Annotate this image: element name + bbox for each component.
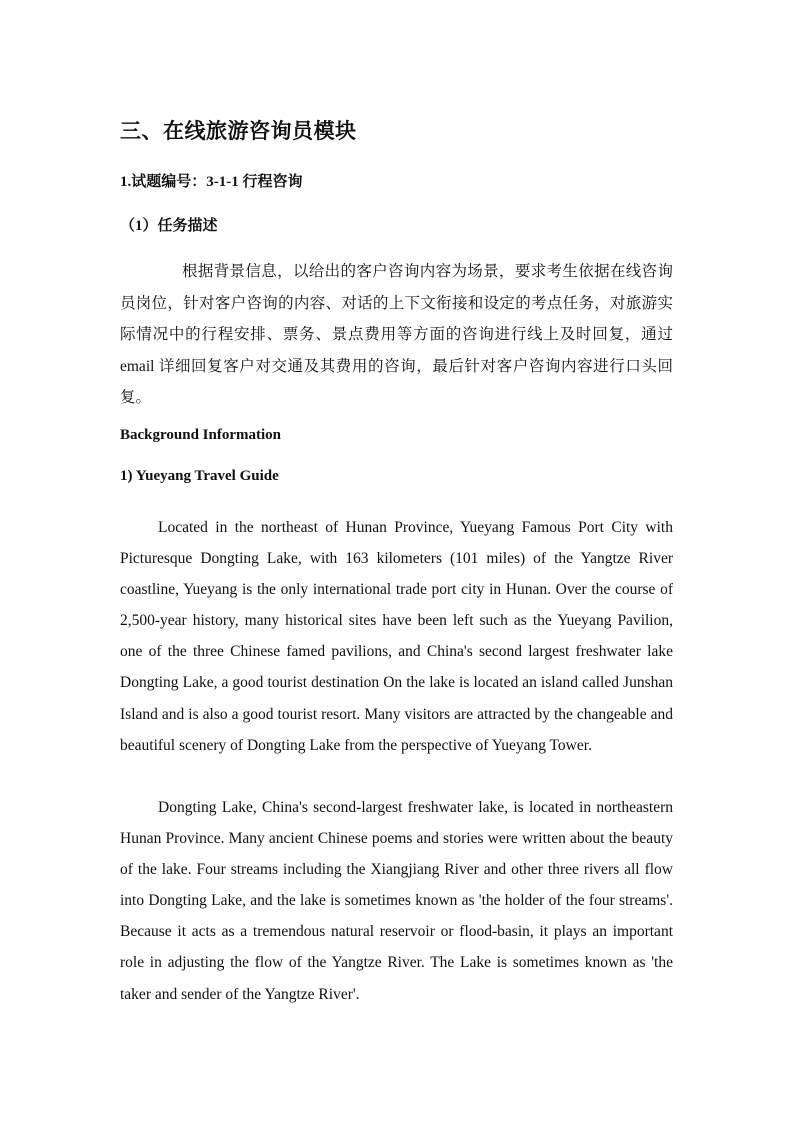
question-id-heading: 1.试题编号：3-1-1 行程咨询	[120, 174, 303, 190]
task-description-heading: （1）任务描述	[120, 218, 218, 234]
guide-paragraph-1: Located in the northeast of Hunan Province, Yueyang Famous Port City with Picturesque Dongting Lake, with 163 kilometers (101 miles) of the Yangtze River coastline, Yueyang is the only international trade port city in Hunan. Over the course of 2,500-year history, many historical sites have been left such as the Yueyang Pavilion, one of the three Chinese famed pavilions, and China's second largest freshwater lake Dongting Lake, a good tourist destination On the lake is located an island called Junshan Island and is also a good tourist resort. Many visitors are attracted by the changeable and beautiful scenery of Dongting Lake from the perspective of Yueyang Tower.	[120, 519, 673, 754]
section-title: 三、在线旅游咨询员模块	[120, 119, 357, 143]
background-information-heading: Background Information	[120, 427, 282, 443]
task-description-text: 根据背景信息，以给出的客户咨询内容为场景，要求考生依据在线咨询员岗位，针对客户咨询的内容、对话的上下文衔接和设定的考点任务，对旅游实际情况中的行程安排、票务、景点费用等方面的咨询进行线上及时回复，通过email 详细回复客户对交通及其费用的咨询，最后针对客户咨询内容进行口头回复。	[120, 263, 673, 406]
travel-guide-heading: 1) Yueyang Travel Guide	[120, 468, 279, 484]
guide-paragraph-2: Dongting Lake, China's second-largest freshwater lake, is located in northeastern Hunan Province. Many ancient Chinese poems and stories were written about the beauty of the lake. Four streams including the Xiangjiang River and other three rivers all flow into Dongting Lake, and the lake is sometimes known as 'the holder of the four streams'. Because it acts as a tremendous natural reservoir or flood-basin, it plays an important role in adjusting the flow of the Yangtze River. The Lake is sometimes known as 'the taker and sender of the Yangtze River'.	[120, 799, 673, 1003]
